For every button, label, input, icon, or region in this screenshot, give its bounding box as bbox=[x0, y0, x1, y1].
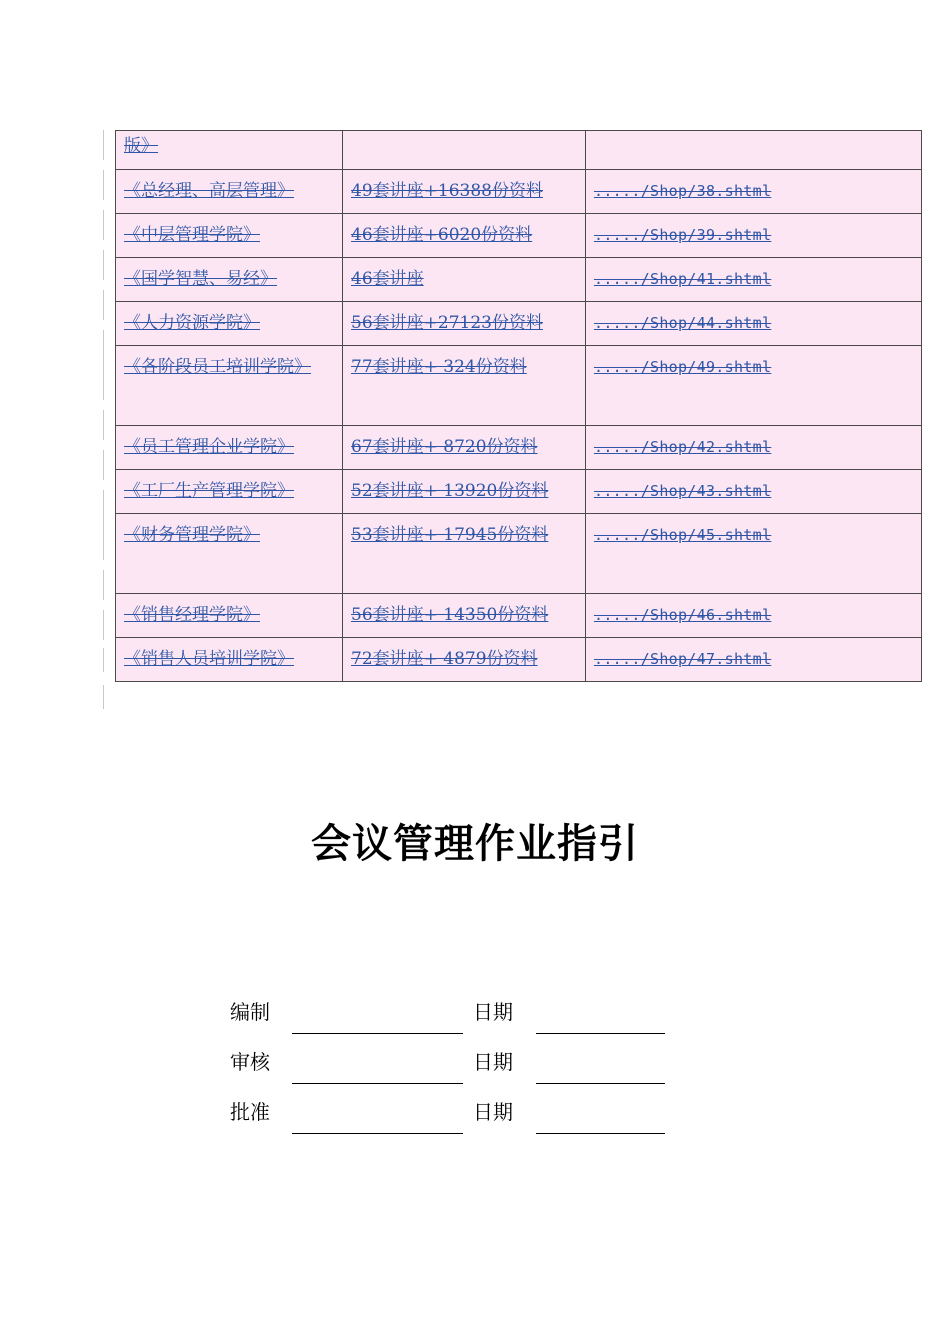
date-blank[interactable] bbox=[536, 1083, 665, 1084]
table-row bbox=[116, 346, 922, 426]
margin-mark-10 bbox=[103, 570, 104, 600]
signoff-row-prepared bbox=[230, 990, 680, 1040]
course-desc-cell bbox=[343, 638, 586, 682]
course-url-link[interactable]: ...../Shop/43.shtml bbox=[594, 482, 772, 500]
course-url-link[interactable]: ...../Shop/47.shtml bbox=[594, 650, 772, 668]
signature-blank[interactable] bbox=[292, 1083, 463, 1084]
signature-blank[interactable] bbox=[292, 1133, 463, 1134]
date-blank[interactable] bbox=[536, 1133, 665, 1134]
course-name-cell bbox=[116, 514, 343, 594]
course-desc-cell bbox=[343, 594, 586, 638]
signoff-row-reviewed bbox=[230, 1040, 680, 1090]
course-name-link[interactable]: 《工厂生产管理学院》 bbox=[124, 481, 294, 501]
course-url-cell bbox=[586, 302, 922, 346]
course-desc-link[interactable]: 53套讲座+ 17945份资料 bbox=[351, 525, 549, 545]
table-row bbox=[116, 594, 922, 638]
table-row bbox=[116, 470, 922, 514]
table-row bbox=[116, 302, 922, 346]
signoff-label: 审核 bbox=[230, 1050, 270, 1074]
course-name-link[interactable]: 《员工管理企业学院》 bbox=[124, 437, 294, 457]
course-name-link[interactable]: 版》 bbox=[124, 136, 158, 156]
table-row bbox=[116, 214, 922, 258]
course-url-link[interactable]: ...../Shop/38.shtml bbox=[594, 182, 772, 200]
course-name-link[interactable]: 《国学智慧、易经》 bbox=[124, 269, 277, 289]
margin-mark-13 bbox=[103, 685, 104, 709]
margin-mark-2 bbox=[103, 170, 104, 200]
signoff-row-approved bbox=[230, 1090, 680, 1140]
course-name-cell bbox=[116, 346, 343, 426]
course-desc-cell bbox=[343, 514, 586, 594]
course-url-link[interactable]: ...../Shop/41.shtml bbox=[594, 270, 772, 288]
table-row bbox=[116, 131, 922, 170]
course-url-cell bbox=[586, 638, 922, 682]
course-url-link[interactable]: ...../Shop/46.shtml bbox=[594, 606, 772, 624]
course-name-cell bbox=[116, 258, 343, 302]
course-name-link[interactable]: 《销售人员培训学院》 bbox=[124, 649, 294, 669]
course-desc-link[interactable]: 67套讲座+ 8720份资料 bbox=[351, 437, 538, 457]
course-url-link[interactable]: ...../Shop/44.shtml bbox=[594, 314, 772, 332]
course-desc-cell bbox=[343, 302, 586, 346]
document-title: 会议管理作业指引 bbox=[311, 821, 639, 867]
signoff-block bbox=[230, 990, 680, 1140]
margin-mark-top bbox=[103, 130, 104, 160]
margin-mark-8 bbox=[103, 450, 104, 480]
course-name-link[interactable]: 《各阶段员工培训学院》 bbox=[124, 357, 311, 377]
course-name-link[interactable]: 《总经理、高层管理》 bbox=[124, 181, 294, 201]
signoff-label: 编制 bbox=[230, 1000, 270, 1024]
course-desc-cell bbox=[343, 470, 586, 514]
course-url-cell bbox=[586, 426, 922, 470]
table-row bbox=[116, 514, 922, 594]
course-url-cell bbox=[586, 170, 922, 214]
course-name-cell bbox=[116, 638, 343, 682]
table-row bbox=[116, 258, 922, 302]
course-desc-cell bbox=[343, 214, 586, 258]
course-desc-link[interactable]: 56套讲座+27123份资料 bbox=[351, 313, 543, 333]
margin-mark-5 bbox=[103, 290, 104, 320]
margin-mark-3 bbox=[103, 210, 104, 240]
course-desc-link[interactable]: 46套讲座 bbox=[351, 269, 424, 289]
course-url-cell bbox=[586, 258, 922, 302]
course-name-cell bbox=[116, 594, 343, 638]
date-label: 日期 bbox=[473, 1000, 513, 1024]
date-label: 日期 bbox=[473, 1100, 513, 1124]
course-name-link[interactable]: 《财务管理学院》 bbox=[124, 525, 260, 545]
table-row bbox=[116, 170, 922, 214]
course-url-cell bbox=[586, 594, 922, 638]
course-name-cell bbox=[116, 426, 343, 470]
margin-mark-6 bbox=[103, 330, 104, 400]
signature-blank[interactable] bbox=[292, 1033, 463, 1034]
course-url-cell bbox=[586, 470, 922, 514]
course-desc-link[interactable]: 77套讲座+ 324份资料 bbox=[351, 357, 527, 377]
margin-mark-11 bbox=[103, 610, 104, 640]
course-name-link[interactable]: 《中层管理学院》 bbox=[124, 225, 260, 245]
course-desc-cell bbox=[343, 346, 586, 426]
course-url-cell bbox=[586, 131, 922, 170]
table-row bbox=[116, 638, 922, 682]
margin-mark-9 bbox=[103, 490, 104, 560]
course-desc-cell bbox=[343, 426, 586, 470]
course-desc-link[interactable]: 72套讲座+ 4879份资料 bbox=[351, 649, 538, 669]
resource-links-table bbox=[115, 130, 922, 682]
date-label: 日期 bbox=[473, 1050, 513, 1074]
course-name-cell bbox=[116, 131, 343, 170]
course-name-link[interactable]: 《销售经理学院》 bbox=[124, 605, 260, 625]
course-url-cell bbox=[586, 514, 922, 594]
margin-mark-4 bbox=[103, 250, 104, 280]
course-url-link[interactable]: ...../Shop/49.shtml bbox=[594, 358, 772, 376]
course-desc-cell bbox=[343, 131, 586, 170]
course-name-cell bbox=[116, 214, 343, 258]
course-name-cell bbox=[116, 302, 343, 346]
course-desc-link[interactable]: 56套讲座+ 14350份资料 bbox=[351, 605, 549, 625]
margin-mark-7 bbox=[103, 410, 104, 440]
margin-mark-12 bbox=[103, 648, 104, 672]
course-url-cell bbox=[586, 214, 922, 258]
course-desc-link[interactable]: 52套讲座+ 13920份资料 bbox=[351, 481, 549, 501]
course-name-link[interactable]: 《人力资源学院》 bbox=[124, 313, 260, 333]
course-desc-link[interactable]: 49套讲座+16388份资料 bbox=[351, 181, 543, 201]
course-desc-link[interactable]: 46套讲座+6020份资料 bbox=[351, 225, 533, 245]
course-url-link[interactable]: ...../Shop/45.shtml bbox=[594, 526, 772, 544]
course-name-cell bbox=[116, 170, 343, 214]
signoff-label: 批准 bbox=[230, 1100, 270, 1124]
table-row bbox=[116, 426, 922, 470]
date-blank[interactable] bbox=[536, 1033, 665, 1034]
course-url-cell bbox=[586, 346, 922, 426]
course-url-link[interactable]: ...../Shop/42.shtml bbox=[594, 438, 772, 456]
course-desc-cell bbox=[343, 258, 586, 302]
course-name-cell bbox=[116, 470, 343, 514]
course-desc-cell bbox=[343, 170, 586, 214]
course-url-link[interactable]: ...../Shop/39.shtml bbox=[594, 226, 772, 244]
